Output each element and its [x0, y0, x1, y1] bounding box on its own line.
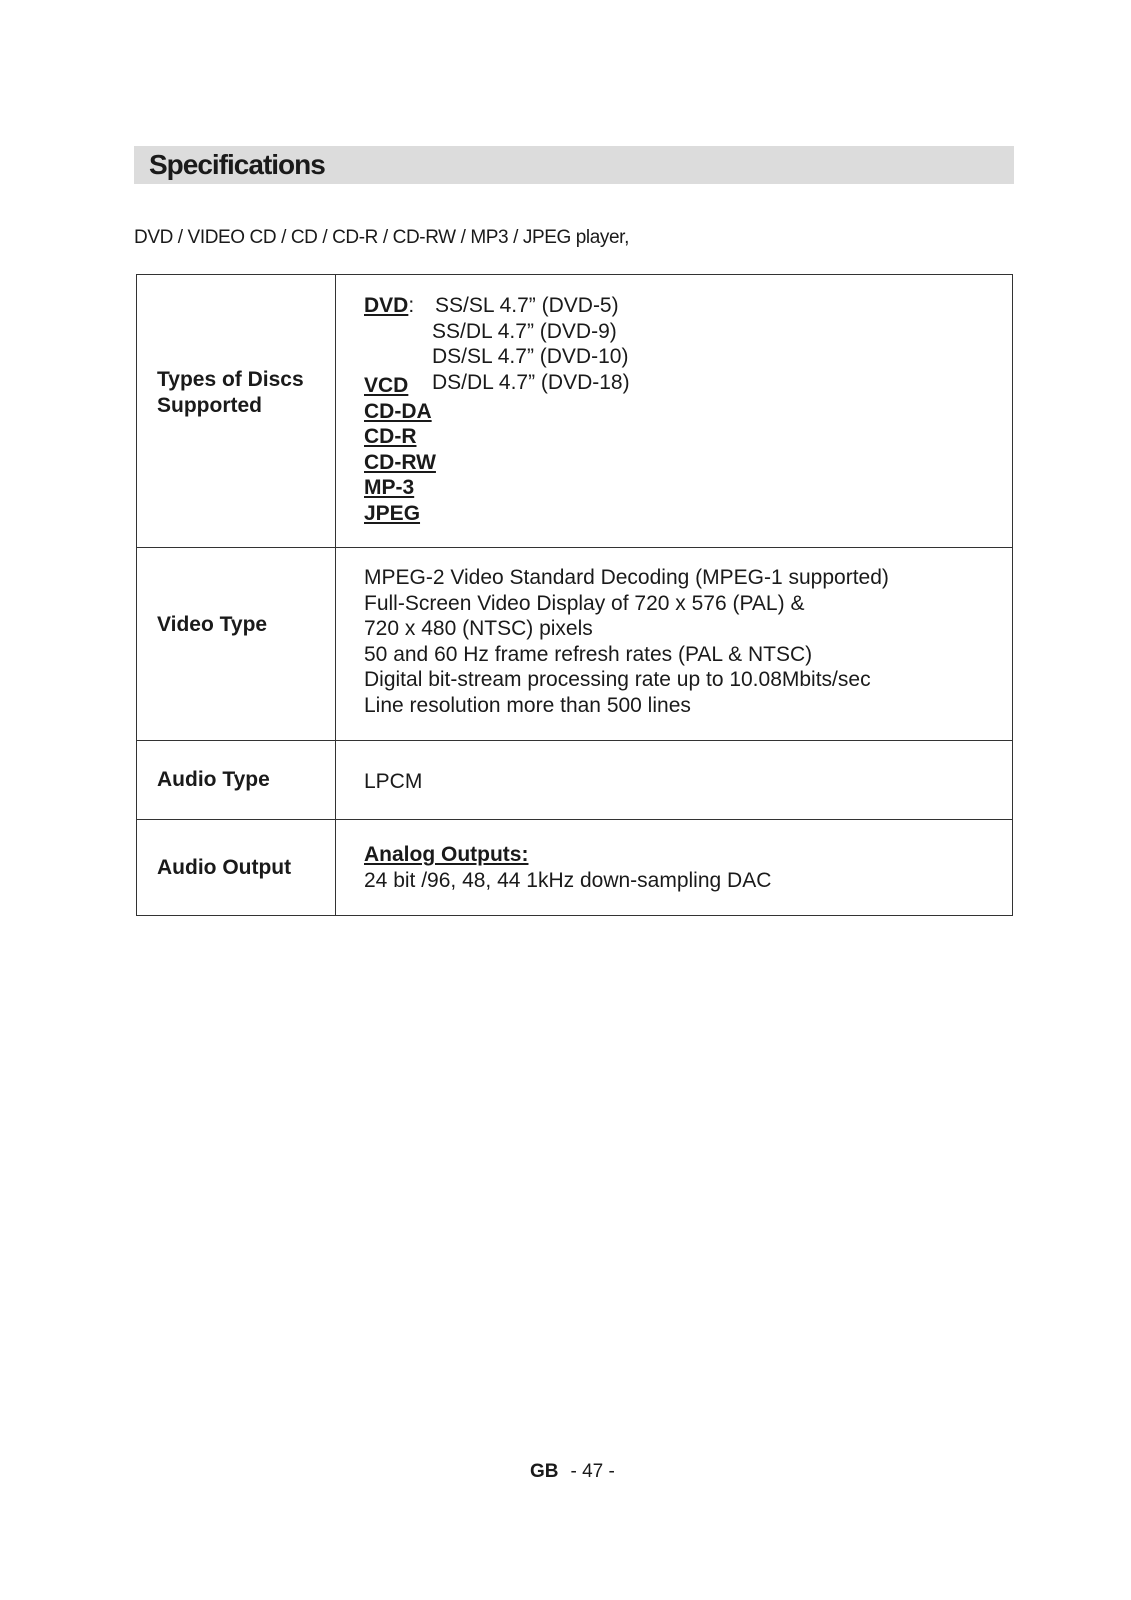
video-spec-line: 720 x 480 (NTSC) pixels	[364, 617, 593, 640]
dvd-format-item: DS/SL 4.7” (DVD-10)	[432, 345, 629, 368]
audio-output-label: Audio Output	[157, 856, 292, 879]
disc-type-dvd: DVD	[364, 294, 409, 317]
dvd-format-item: SS/SL 4.7” (DVD-5)	[435, 294, 619, 317]
video-spec-line: Full-Screen Video Display of 720 x 576 (PAL) &	[364, 591, 805, 615]
page-number: - 47 -	[570, 1461, 615, 1482]
video-type-label: Video Type	[157, 613, 268, 636]
audio-output-cell	[364, 842, 1004, 893]
video-spec-line: MPEG-2 Video Standard Decoding (MPEG-1 supported)	[364, 566, 889, 589]
disc-type-cdda: CD-DA	[364, 399, 432, 423]
video-type-cell	[364, 565, 1004, 718]
disc-type-vcd: VCD	[364, 374, 409, 397]
table-row-audio-output	[137, 820, 1012, 915]
page-title: Specifications	[149, 149, 325, 180]
discs-cell	[364, 293, 1004, 543]
audio-output-value: 24 bit /96, 48, 44 1kHz down-sampling DAC	[364, 868, 772, 892]
dvd-format-item: SS/DL 4.7” (DVD-9)	[432, 319, 617, 343]
table-row-video	[137, 548, 1012, 741]
dvd-format-item: DS/DL 4.7” (DVD-18)	[432, 370, 630, 394]
video-spec-line: 50 and 60 Hz frame refresh rates (PAL & NTSC)	[364, 642, 813, 666]
disc-type-mp3: MP-3	[364, 476, 415, 499]
intro-text: DVD / VIDEO CD / CD / CD-R / CD-RW / MP3 / JPEG player,	[134, 227, 629, 248]
specifications-table	[136, 274, 1013, 916]
column-divider	[335, 275, 336, 547]
disc-type-jpeg: JPEG	[364, 501, 421, 525]
video-spec-line: Line resolution more than 500 lines	[364, 693, 691, 717]
discs-label-line2: Supported	[157, 394, 262, 417]
dvd-colon: :	[408, 294, 415, 317]
audio-type-value: LPCM	[364, 770, 423, 793]
discs-label	[157, 367, 304, 419]
column-divider	[335, 741, 336, 819]
disc-type-cdr: CD-R	[364, 425, 417, 448]
table-row-discs	[137, 275, 1012, 548]
region-code: GB	[530, 1461, 559, 1482]
disc-type-cdrw: CD-RW	[364, 450, 436, 474]
audio-type-label: Audio Type	[157, 768, 270, 791]
section-title-bar	[134, 146, 1014, 184]
page-footer	[530, 1460, 615, 1484]
table-row-audio-type	[137, 741, 1012, 820]
column-divider	[335, 548, 336, 740]
discs-label-line1: Types of Discs	[157, 368, 304, 391]
video-spec-line: Digital bit-stream processing rate up to 10.08Mbits/sec	[364, 668, 871, 691]
column-divider	[335, 820, 336, 915]
analog-outputs-heading: Analog Outputs:	[364, 843, 529, 866]
